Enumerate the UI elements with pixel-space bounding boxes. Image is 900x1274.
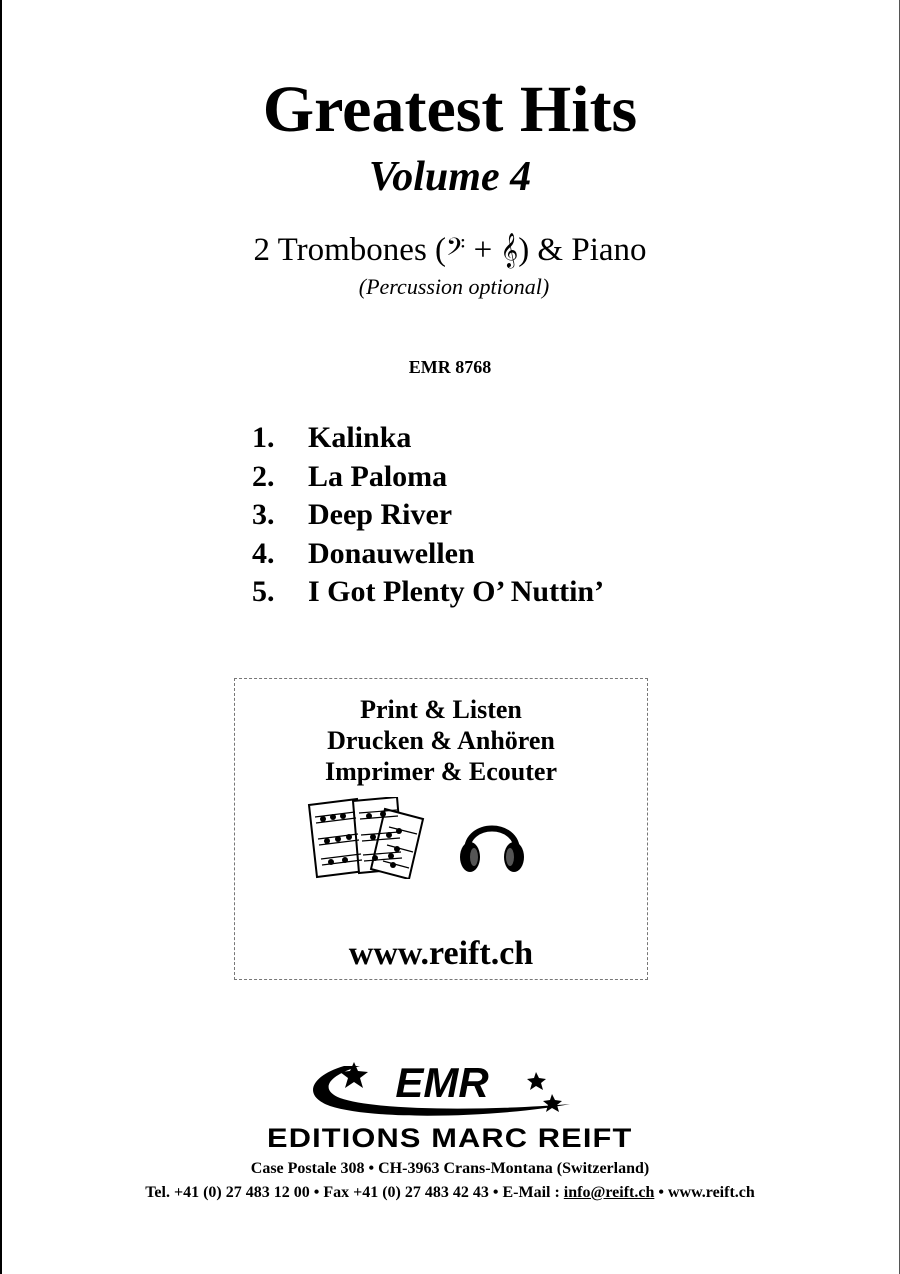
track-number: 5.: [252, 575, 275, 608]
track-number: 1.: [252, 421, 275, 454]
track-title: I Got Plenty O’ Nuttin’: [308, 575, 605, 608]
treble-clef-icon: 𝄞: [500, 233, 519, 268]
logo-text: EMR: [395, 1059, 489, 1106]
plus-sign: +: [465, 232, 501, 268]
promo-line-english: Print & Listen: [360, 695, 522, 724]
track-item: [252, 419, 604, 458]
instrumentation: [0, 228, 900, 273]
catalog-code: EMR 8768: [408, 357, 492, 377]
cover-title: Greatest Hits: [262, 73, 638, 146]
publisher-name: EDITIONS MARC REIFT: [267, 1123, 633, 1153]
percussion-note: (Percussion optional): [358, 274, 550, 299]
track-title: Donauwellen: [308, 536, 475, 570]
track-title: La Paloma: [308, 459, 448, 493]
track-number: 2.: [252, 459, 275, 493]
track-item: [252, 458, 604, 497]
track-number: 4.: [252, 536, 275, 570]
contact-website[interactable]: • www.reift.ch: [654, 1184, 755, 1201]
cover-volume: Volume 4: [368, 154, 532, 200]
track-item: [252, 496, 604, 535]
track-title: Deep River: [308, 498, 453, 531]
track-number: 3.: [252, 498, 275, 531]
emr-logo: [300, 1052, 580, 1120]
promo-line-french: Imprimer & Ecouter: [324, 757, 557, 786]
headphones-icon: [457, 811, 527, 875]
print-listen-box: [234, 678, 648, 980]
website-link[interactable]: www.reift.ch: [348, 935, 534, 972]
sheet-music-icon: [305, 797, 437, 879]
publisher-address: Case Postale 308 • CH-3963 Crans-Montana (Switzerland): [250, 1160, 650, 1177]
contact-phone-fax: Tel. +41 (0) 27 483 12 00 • Fax +41 (0) 27 483 42 43 • E-Mail :: [145, 1184, 564, 1201]
bass-clef-icon: 𝄢: [446, 233, 466, 268]
track-list: [252, 419, 604, 612]
track-title: Kalinka: [308, 421, 412, 454]
track-item: [252, 573, 604, 612]
instrumentation-prefix: 2 Trombones (: [253, 232, 447, 268]
email-link[interactable]: info@reift.ch: [563, 1184, 655, 1201]
instrumentation-suffix: ) & Piano: [518, 232, 647, 268]
track-item: [252, 535, 604, 574]
promo-line-german: Drucken & Anhören: [327, 726, 555, 755]
publisher-contact: [0, 1182, 900, 1204]
